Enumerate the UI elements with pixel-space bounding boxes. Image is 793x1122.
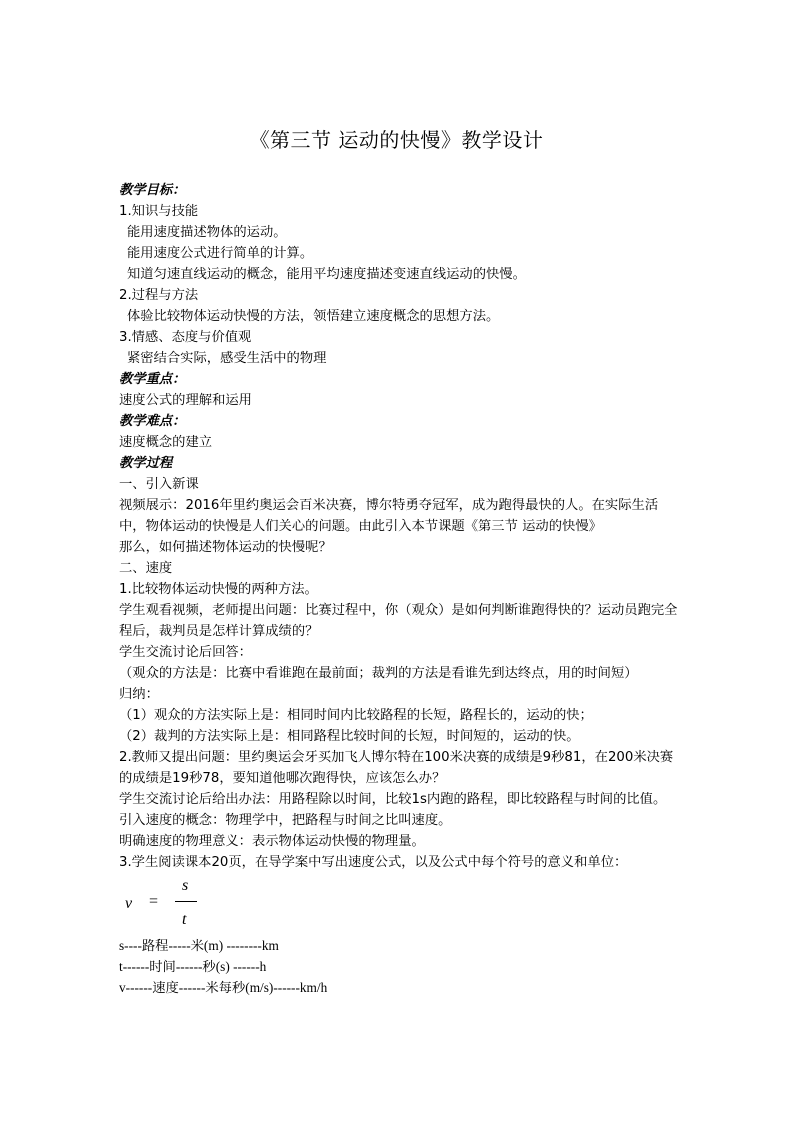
heading-difficulties: 教学难点： — [119, 414, 186, 429]
paragraph-ratio: 学生交流讨论后给出办法：用路程除以时间，比较1s内跑的路程，即比较路程与时间的比值。 — [119, 792, 667, 807]
paragraph-speed-concept: 引入速度的概念：物理学中，把路程与时间之比叫速度。 — [119, 813, 452, 828]
objective-2-item-1: 体验比较物体运动快慢的方法，领悟建立速度概念的思想方法。 — [127, 309, 500, 324]
formula-numerator: s — [182, 877, 189, 894]
paragraph-student-answer: 学生交流讨论后回答： — [119, 645, 252, 660]
formula-equals: = — [149, 893, 159, 910]
objective-1-item-2: 能用速度公式进行简单的计算。 — [127, 246, 314, 261]
document-body — [119, 180, 679, 998]
subsection-1-title: 1.比较物体运动快慢的两种方法。 — [119, 582, 318, 597]
paragraph-speed-meaning: 明确速度的物理意义：表示物体运动快慢的物理量。 — [119, 834, 425, 849]
objective-1-item-3: 知道匀速直线运动的概念，能用平均速度描述变速直线运动的快慢。 — [127, 267, 526, 282]
heading-process: 教学过程 — [119, 456, 173, 471]
key-point-text: 速度公式的理解和运用 — [119, 393, 252, 408]
speed-formula — [119, 873, 679, 935]
objective-3-item-1: 紧密结合实际，感受生活中的物理 — [127, 351, 327, 366]
unit-line-speed: v------速度------米每秒(m/s)------km/h — [119, 980, 328, 995]
unit-line-distance: s----路程-----米(m) --------km — [119, 938, 279, 953]
heading-key-points: 教学重点： — [119, 372, 186, 387]
section-1-title: 一、引入新课 — [119, 477, 199, 492]
fraction-bar — [175, 901, 197, 902]
heading-objectives: 教学目标： — [119, 183, 186, 198]
objective-1-item-1: 能用速度描述物体的运动。 — [127, 225, 287, 240]
paragraph-bolt-question: 2.教师又提出问题：里约奥运会牙买加飞人博尔特在100米决赛的成绩是9秒81，在200米决赛的成绩是19秒78，要知道他哪次跑得快，应该怎么办？ — [119, 750, 674, 786]
summary-item-2: （2）裁判的方法实际上是：相同路程比较时间的长短，时间短的，运动的快。 — [119, 729, 580, 744]
formula-denominator: t — [182, 911, 187, 928]
objective-2-title: 2.过程与方法 — [119, 288, 199, 303]
objective-3-title: 3.情感、态度与价值观 — [119, 330, 252, 345]
paragraph-question: 那么，如何描述物体运动的快慢呢？ — [119, 540, 332, 555]
section-2-title: 二、速度 — [119, 561, 173, 576]
document-title: 《第三节 运动的快慢》教学设计 — [249, 128, 544, 152]
formula-lhs: v — [125, 895, 133, 912]
summary-item-1: （1）观众的方法实际上是：相同时间内比较路程的长短，路程长的，运动的快； — [119, 708, 593, 723]
paragraph-methods: （观众的方法是：比赛中看谁跑在最前面；裁判的方法是看谁先到达终点，用的时间短） — [119, 666, 638, 681]
paragraph-teacher-question: 学生观看视频，老师提出问题：比赛过程中，你（观众）是如何判断谁跑得快的？运动员跑完全程后，裁判员是怎样计算成绩的？ — [119, 603, 678, 639]
paragraph-video: 视频展示：2016年里约奥运会百米决赛，博尔特勇夺冠军，成为跑得最快的人。在实际生活中，物体运动的快慢是人们关心的问题。由此引入本节课题《第三节 运动的快慢》 — [119, 498, 659, 534]
unit-line-time: t------时间------秒(s) ------h — [119, 959, 267, 974]
difficulty-text: 速度概念的建立 — [119, 435, 213, 450]
objective-1-title: 1.知识与技能 — [119, 204, 199, 219]
paragraph-reading-task: 3.学生阅读课本20页，在导学案中写出速度公式，以及公式中每个符号的意义和单位： — [119, 855, 628, 870]
paragraph-summary: 归纳： — [119, 687, 159, 702]
